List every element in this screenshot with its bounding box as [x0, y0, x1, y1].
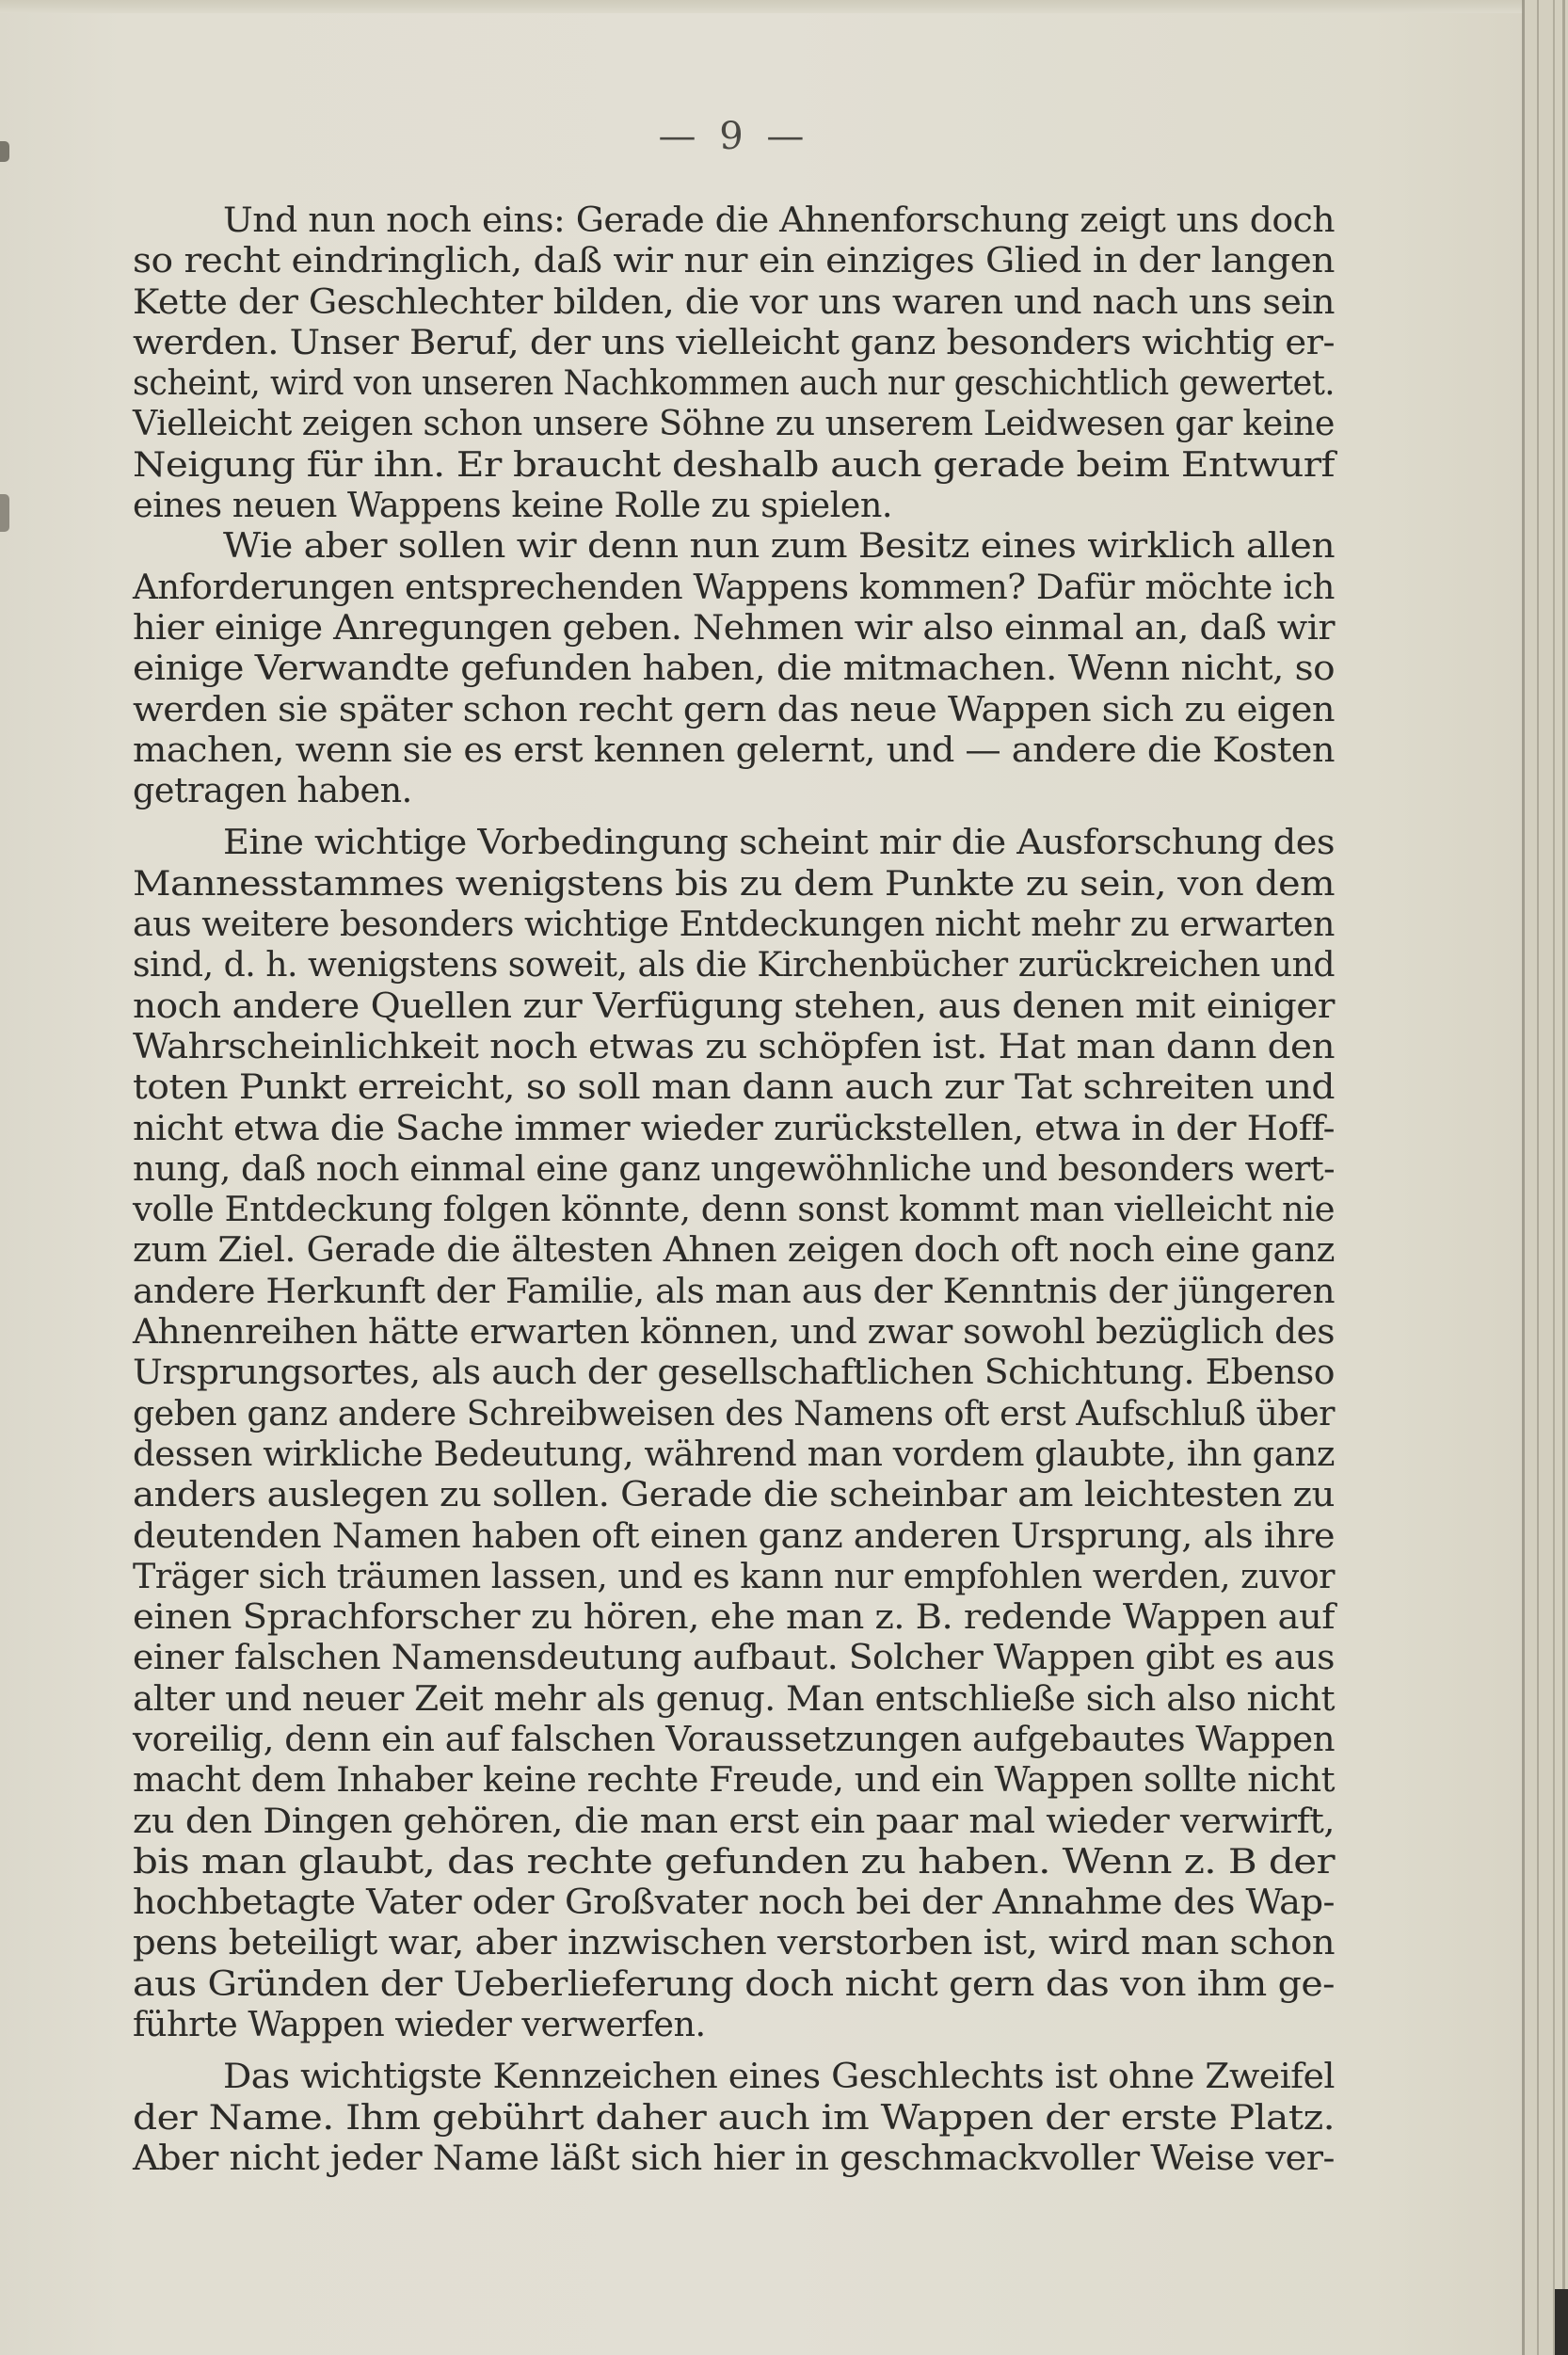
paragraph-gap	[133, 2044, 1335, 2056]
text-line: Mannesstammes wenigstens bis zu dem Punkte zu sein, von dem	[133, 862, 1336, 904]
text-line: Eine wichtige Vorbedingung scheint mir die Ausforschung des	[223, 822, 1335, 863]
text-line: scheint, wird von unseren Nachkommen auch nur geschichtlich gewertet.	[133, 362, 1335, 404]
text-line: eines neuen Wappens keine Rolle zu spielen.	[133, 485, 893, 526]
text-line: machen, wenn sie es erst kennen gelernt, und — andere die Kosten	[133, 729, 1336, 770]
body-text	[133, 200, 1335, 2178]
text-line: nicht etwa die Sache immer wieder zurückstellen, etwa in der Hoff-	[133, 1107, 1335, 1148]
page-number: — 9 —	[658, 115, 810, 158]
text-line: werden. Unser Beruf, der uns vielleicht ganz besonders wichtig er-	[133, 321, 1336, 362]
text-line: Neigung für ihn. Er braucht deshalb auch gerade beim Entwurf	[133, 443, 1336, 485]
page-edge-line	[1537, 0, 1539, 2355]
text-line: alter und neuer Zeit mehr als genug. Man entschließe sich also nicht	[133, 1677, 1336, 1719]
text-line: getragen haben.	[133, 770, 412, 811]
text-line: pens beteiligt war, aber inzwischen verstorben ist, wird man schon	[133, 1922, 1336, 1963]
paragraph	[133, 200, 1335, 525]
text-line: aus Gründen der Ueberlieferung doch nicht gern das von ihm ge-	[133, 1962, 1335, 2004]
text-line: Ursprungsortes, als auch der gesellschaftlichen Schichtung. Ebenso	[133, 1352, 1335, 1393]
text-line: Anforderungen entsprechenden Wappens kommen? Dafür möchte ich	[133, 566, 1335, 607]
page-edge-line	[1522, 0, 1525, 2355]
text-line: einer falschen Namensdeutung aufbaut. Solcher Wappen gibt es aus	[133, 1637, 1335, 1678]
text-line: bis man glaubt, das rechte gefunden zu haben. Wenn z. B der	[133, 1840, 1335, 1882]
text-line: Und nun noch eins: Gerade die Ahnenforschung zeigt uns doch	[223, 200, 1336, 240]
paragraph	[133, 822, 1335, 2044]
page-edge-line	[1562, 0, 1565, 2355]
text-line: geben ganz andere Schreibweisen des Namens oft erst Aufschluß über	[133, 1392, 1335, 1434]
text-line: Vielleicht zeigen schon unsere Söhne zu unserem Leidwesen gar keine	[133, 403, 1335, 444]
text-line: Wie aber sollen wir denn nun zum Besitz eines wirklich allen	[223, 525, 1336, 567]
page-top-edge	[0, 0, 1523, 13]
text-line: zum Ziel. Gerade die ältesten Ahnen zeigen doch oft noch eine ganz	[133, 1229, 1336, 1271]
paragraph	[133, 525, 1335, 810]
text-line: andere Herkunft der Familie, als man aus der Kenntnis der jüngeren	[133, 1270, 1336, 1311]
text-line: sind, d. h. wenigstens soweit, als die Kirchenbücher zurückreichen und	[133, 944, 1336, 985]
cover-corner	[1555, 2289, 1568, 2355]
text-line: zu den Dingen gehören, die man erst ein paar mal wieder verwirft,	[133, 1800, 1336, 1841]
text-line: hier einige Anregungen geben. Nehmen wir also einmal an, daß wir	[133, 606, 1336, 648]
text-line: deutenden Namen haben oft einen ganz anderen Ursprung, als ihre	[133, 1514, 1335, 1556]
text-line: voreilig, denn ein auf falschen Voraussetzungen aufgebautes Wappen	[133, 1718, 1336, 1759]
text-line: einen Sprachforscher zu hören, ehe man z. B. redende Wappen auf	[133, 1596, 1335, 1638]
paragraph-gap	[133, 810, 1335, 822]
text-line: werden sie später schon recht gern das neue Wappen sich zu eigen	[133, 688, 1336, 729]
text-line: dessen wirkliche Bedeutung, während man vordem glaubte, ihn ganz	[133, 1433, 1336, 1474]
text-line: Ahnenreihen hätte erwarten können, und zwar sowohl bezüglich des	[133, 1311, 1335, 1353]
page-edge-line	[1553, 0, 1555, 2355]
text-line: aus weitere besonders wichtige Entdeckungen nicht mehr zu erwarten	[133, 904, 1335, 945]
text-line: so recht eindringlich, daß wir nur ein einziges Glied in der langen	[133, 240, 1335, 281]
binding-mark	[0, 494, 9, 532]
text-line: volle Entdeckung folgen könnte, denn sonst kommt man vielleicht nie	[133, 1189, 1336, 1230]
text-line: Kette der Geschlechter bilden, die vor uns waren und nach uns sein	[133, 280, 1336, 322]
text-line: noch andere Quellen zur Verfügung stehen, aus denen mit einiger	[133, 985, 1335, 1026]
text-line: Wahrscheinlichkeit noch etwas zu schöpfen ist. Hat man dann den	[133, 1025, 1335, 1066]
text-line: Das wichtigste Kennzeichen eines Geschlechts ist ohne Zweifel	[223, 2056, 1335, 2097]
paragraph	[133, 2056, 1335, 2178]
text-line: macht dem Inhaber keine rechte Freude, und ein Wappen sollte nicht	[133, 1759, 1335, 1801]
text-line: toten Punkt erreicht, so soll man dann auch zur Tat schreiten und	[133, 1066, 1336, 1108]
text-line: Aber nicht jeder Name läßt sich hier in geschmackvoller Weise ver-	[133, 2137, 1335, 2178]
text-line: nung, daß noch einmal eine ganz ungewöhnliche und besonders wert-	[133, 1147, 1336, 1189]
text-line: hochbetagte Vater oder Großvater noch bei der Annahme des Wap-	[133, 1882, 1335, 1923]
text-line: führte Wappen wieder verwerfen.	[133, 2004, 706, 2045]
text-line: der Name. Ihm gebührt daher auch im Wappen der erste Platz.	[133, 2096, 1336, 2138]
text-line: anders auslegen zu sollen. Gerade die scheinbar am leichtesten zu	[133, 1474, 1335, 1515]
text-line: Träger sich träumen lassen, und es kann nur empfohlen werden, zuvor	[133, 1555, 1335, 1596]
text-line: einige Verwandte gefunden haben, die mitmachen. Wenn nicht, so	[133, 648, 1336, 689]
book-edge	[1523, 0, 1568, 2355]
